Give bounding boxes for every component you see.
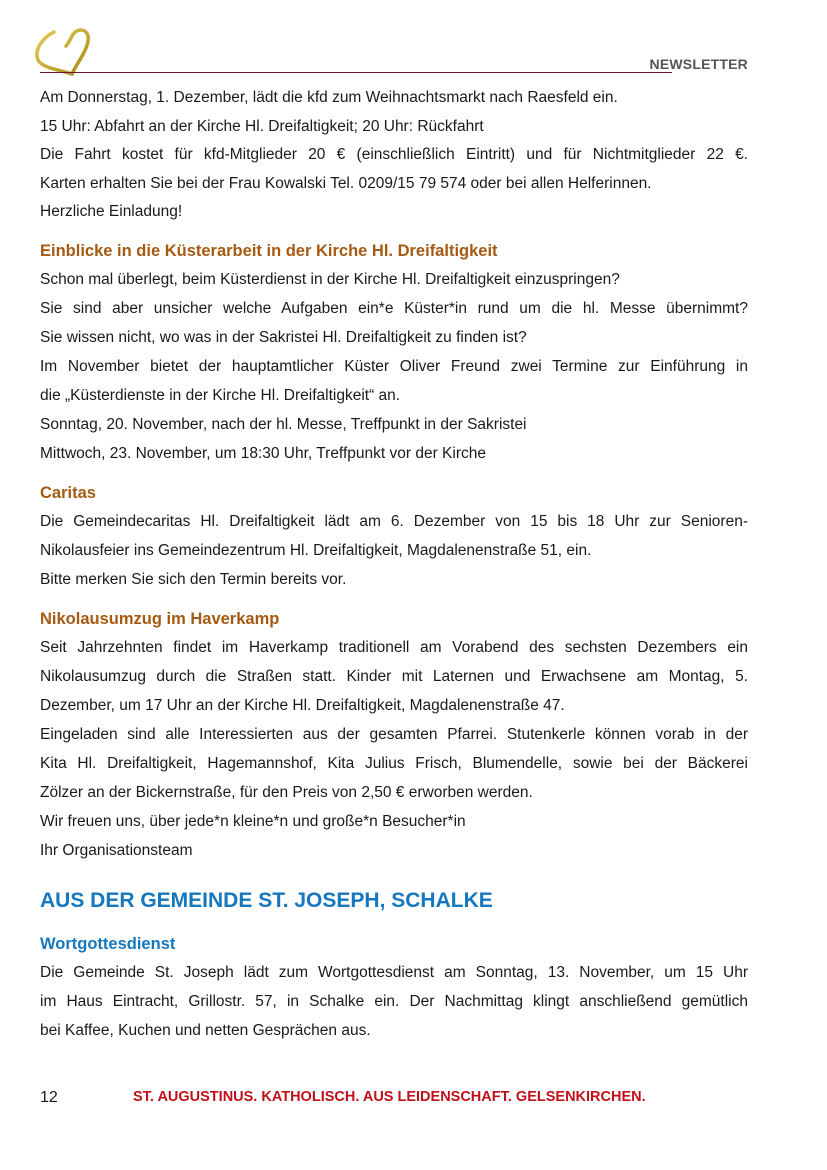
newsletter-label: NEWSLETTER xyxy=(649,56,748,72)
heart-logo-icon xyxy=(32,26,94,76)
text-line: Ihr Organisationsteam xyxy=(40,842,193,859)
text-line: Am Donnerstag, 1. Dezember, lädt die kfd zum Weihnachtsmarkt nach Raesfeld ein. xyxy=(40,89,618,106)
text-line: Herzliche Einladung! xyxy=(40,203,183,220)
text-line: Sonntag, 20. November, nach der hl. Messe, Treffpunkt in der Sakristei xyxy=(40,416,527,433)
header-divider xyxy=(40,72,672,73)
text-line: Mittwoch, 23. November, um 18:30 Uhr, Treffpunkt vor der Kirche xyxy=(40,445,486,462)
page-number: 12 xyxy=(40,1089,58,1106)
section-heading: AUS DER GEMEINDE ST. JOSEPH, SCHALKE xyxy=(40,889,493,912)
text-line: im Haus Eintracht, Grillostr. 57, in Schalke ein. Der Nachmittag klingt anschließend gemütlich xyxy=(40,993,748,1010)
text-line: Kita Hl. Dreifaltigkeit, Hagemannshof, Kita Julius Frisch, Blumendelle, sowie bei der Bäckerei xyxy=(40,755,748,772)
text-line: Wir freuen uns, über jede*n kleine*n und große*n Besucher*in xyxy=(40,813,466,830)
subheading: Caritas xyxy=(40,484,96,502)
subheading: Nikolausumzug im Haverkamp xyxy=(40,610,280,628)
text-line: Sie wissen nicht, wo was in der Sakristei Hl. Dreifaltigkeit zu finden ist? xyxy=(40,329,527,346)
footer-slogan: ST. AUGUSTINUS. KATHOLISCH. AUS LEIDENSCHAFT. GELSENKIRCHEN. xyxy=(133,1089,646,1105)
text-line: Seit Jahrzehnten findet im Haverkamp traditionell am Vorabend des sechsten Dezembers ein xyxy=(40,639,748,656)
subheading: Einblicke in die Küsterarbeit in der Kirche Hl. Dreifaltigkeit xyxy=(40,242,498,260)
text-line: die „Küsterdienste in der Kirche Hl. Dreifaltigkeit“ an. xyxy=(40,387,401,404)
text-line: 15 Uhr: Abfahrt an der Kirche Hl. Dreifaltigkeit; 20 Uhr: Rückfahrt xyxy=(40,118,484,135)
text-line: Im November bietet der hauptamtlicher Küster Oliver Freund zwei Termine zur Einführung in xyxy=(40,358,748,375)
text-line: Die Gemeindecaritas Hl. Dreifaltigkeit lädt am 6. Dezember von 15 bis 18 Uhr zur Senioren- xyxy=(40,513,748,530)
text-line: Die Gemeinde St. Joseph lädt zum Wortgottesdienst am Sonntag, 13. November, um 15 Uhr xyxy=(40,964,748,981)
text-line: Dezember, um 17 Uhr an der Kirche Hl. Dreifaltigkeit, Magdalenenstraße 47. xyxy=(40,697,565,714)
text-line: Zölzer an der Bickernstraße, für den Preis von 2,50 € erworben werden. xyxy=(40,784,533,801)
text-line: Die Fahrt kostet für kfd-Mitglieder 20 € (einschließlich Eintritt) und für Nichtmitglieder 22 €. xyxy=(40,146,748,163)
text-line: Bitte merken Sie sich den Termin bereits vor. xyxy=(40,571,347,588)
text-line: Karten erhalten Sie bei der Frau Kowalski Tel. 0209/15 79 574 oder bei allen Helferinnen. xyxy=(40,175,652,192)
subheading: Wortgottesdienst xyxy=(40,935,176,953)
text-line: Sie sind aber unsicher welche Aufgaben ein*e Küster*in rund um die hl. Messe übernimmt? xyxy=(40,300,748,317)
text-line: Nikolausumzug durch die Straßen statt. Kinder mit Laternen und Erwachsene am Montag, 5. xyxy=(40,668,748,685)
text-line: Nikolausfeier ins Gemeindezentrum Hl. Dreifaltigkeit, Magdalenenstraße 51, ein. xyxy=(40,542,592,559)
text-line: Eingeladen sind alle Interessierten aus der gesamten Pfarrei. Stutenkerle können vorab in der xyxy=(40,726,748,743)
text-line: Schon mal überlegt, beim Küsterdienst in der Kirche Hl. Dreifaltigkeit einzuspringen? xyxy=(40,271,620,288)
text-line: bei Kaffee, Kuchen und netten Gesprächen aus. xyxy=(40,1022,371,1039)
